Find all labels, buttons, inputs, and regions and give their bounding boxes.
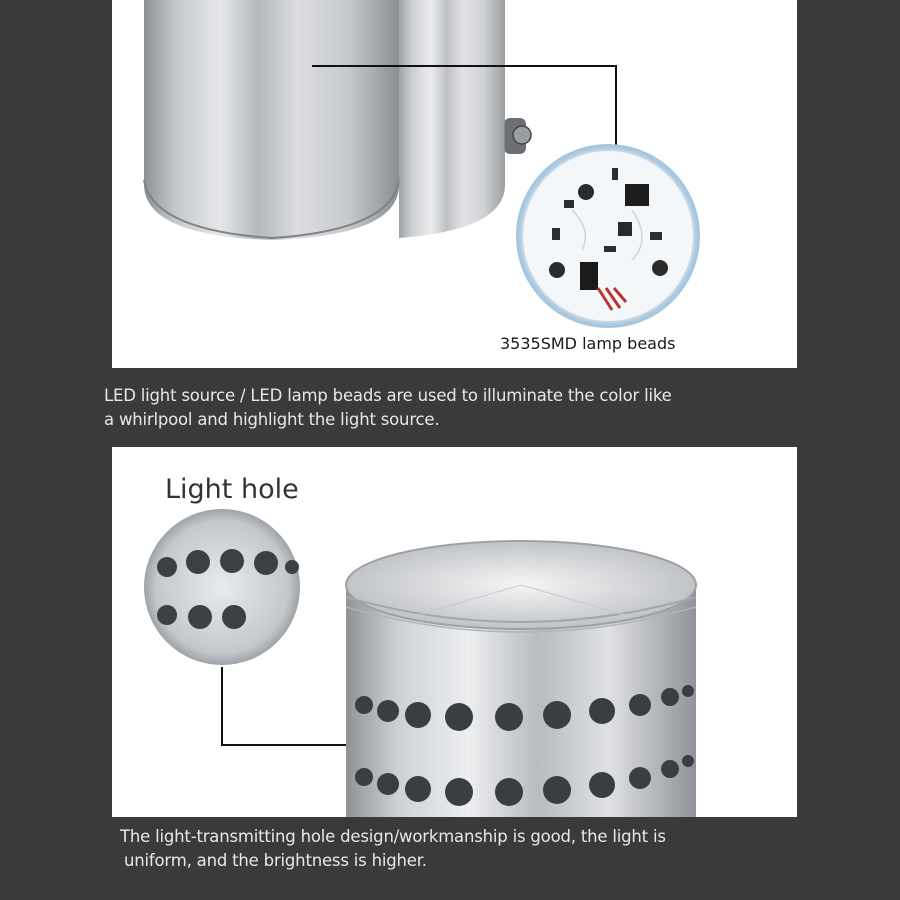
lamp-cylinder-illustration bbox=[112, 0, 797, 368]
caption-line: LED light source / LED lamp beads are used to illuminate the color like bbox=[104, 386, 672, 405]
pcb-board bbox=[516, 144, 700, 328]
light-hole-panel bbox=[112, 447, 797, 817]
lamp-beads-panel bbox=[112, 0, 797, 368]
caption-light-source bbox=[104, 384, 704, 432]
caption-line: The light-transmitting hole design/workmanship is good, the light is bbox=[120, 827, 666, 846]
zoom-detail-circle bbox=[144, 509, 300, 665]
caption-light-hole bbox=[120, 825, 720, 873]
light-hole-label: Light hole bbox=[165, 474, 299, 505]
caption-line: a whirlpool and highlight the light source. bbox=[104, 410, 440, 429]
caption-line: uniform, and the brightness is higher. bbox=[124, 851, 427, 870]
lamp-beads-label: 3535SMD lamp beads bbox=[500, 334, 676, 353]
